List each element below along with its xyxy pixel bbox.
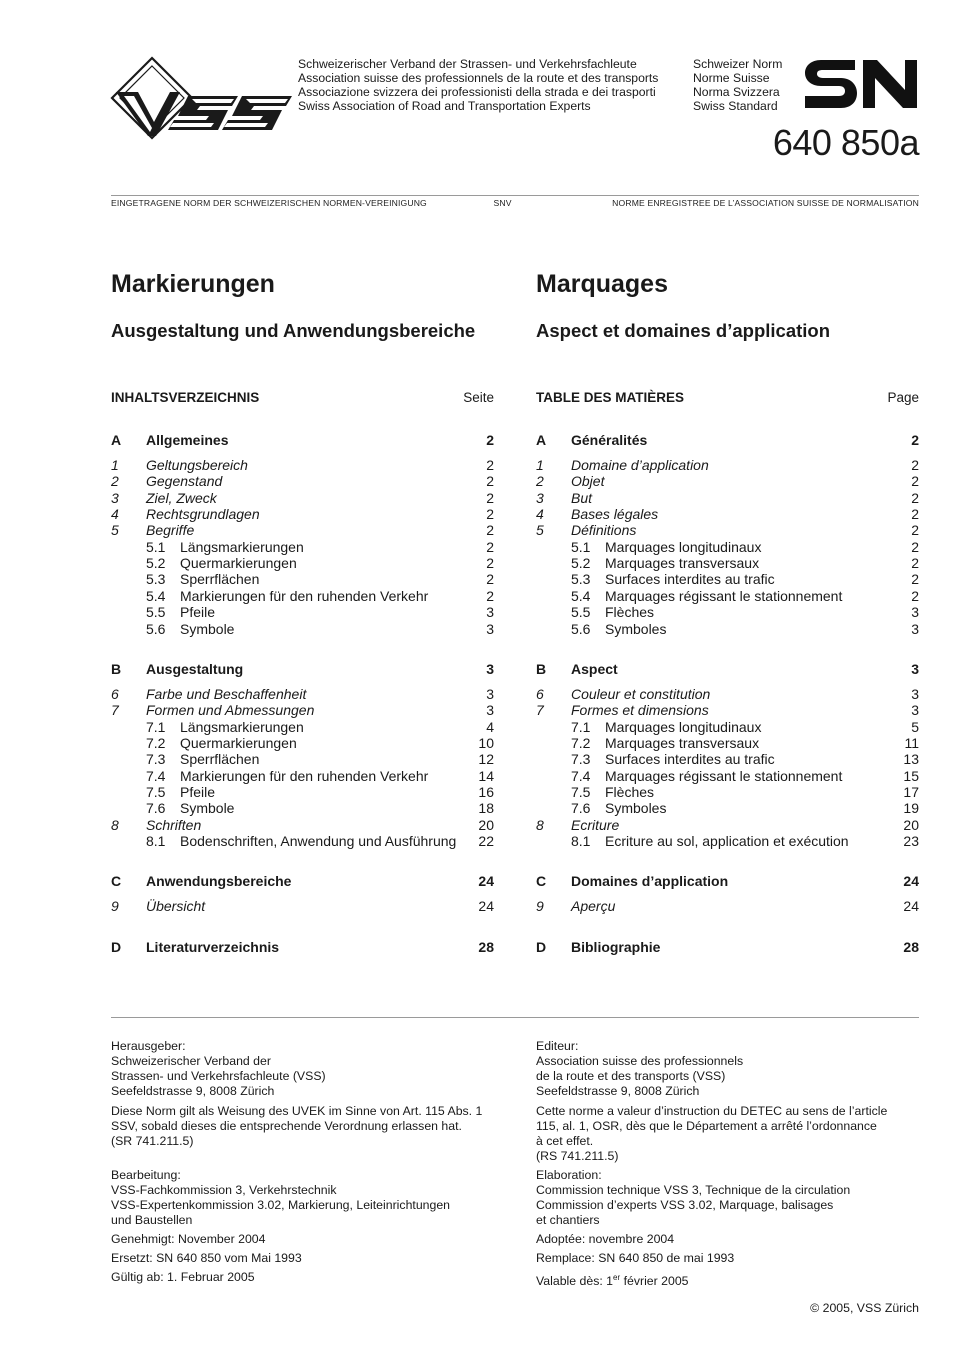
toc-title: Quermarkierungen (180, 555, 297, 572)
toc-number: 7.3 (146, 751, 166, 768)
editing-line-de: VSS-Expertenkommission 3.02, Markierung, Leiteinrichtungen (111, 1198, 451, 1212)
toc-number: 2 (536, 473, 544, 490)
toc-section[interactable] (536, 873, 919, 889)
toc-page-label-de: Seite (463, 390, 494, 405)
toc-title: Gegenstand (146, 473, 223, 490)
toc-subentry[interactable] (536, 784, 919, 800)
toc-entry[interactable] (536, 702, 919, 718)
toc-title: Flèches (605, 604, 655, 621)
toc-entry[interactable] (111, 473, 494, 489)
toc-page-number: 3 (911, 604, 919, 621)
toc-subentry[interactable] (536, 833, 919, 849)
toc-page-number: 2 (911, 489, 919, 506)
toc-title: Marquages régissant le stationnement (605, 587, 843, 604)
toc-number: B (111, 660, 122, 677)
toc-section[interactable] (536, 939, 919, 955)
toc-number: 1 (536, 457, 544, 473)
toc-number: C (536, 873, 547, 890)
toc-page-number: 2 (486, 506, 494, 523)
toc-number: 5.1 (571, 538, 591, 555)
toc-title: Symboles (605, 620, 667, 637)
toc-header-fr (536, 390, 919, 405)
toc-number: 5.4 (146, 587, 166, 604)
toc-title: Marquages longitudinaux (605, 718, 762, 735)
toc-subentry[interactable] (536, 539, 919, 555)
toc-number: 8.1 (571, 833, 591, 849)
editing-line-fr: Commission technique VSS 3, Technique de la circulation (536, 1183, 851, 1197)
toc-section[interactable] (111, 939, 494, 955)
toc-page-number: 3 (911, 685, 919, 702)
directive-line-de: SSV, sobald dieses die entsprechende Verordnung erlassen hat. (111, 1119, 462, 1133)
toc-number: 5.3 (571, 571, 591, 588)
toc-subentry[interactable] (111, 800, 494, 816)
toc-entry[interactable] (111, 506, 494, 522)
toc-number: 5.5 (571, 604, 591, 621)
toc-subentry[interactable] (111, 588, 494, 604)
toc-subentry[interactable] (111, 555, 494, 571)
toc-page-number: 2 (486, 571, 494, 588)
toc-title: Marquages longitudinaux (605, 538, 762, 555)
toc-page-number: 3 (486, 685, 494, 702)
toc-subentry[interactable] (111, 571, 494, 587)
toc-title: Übersicht (146, 898, 206, 915)
toc-page-number: 3 (911, 660, 919, 677)
toc-number: 7.4 (571, 767, 591, 784)
toc-entry[interactable] (111, 490, 494, 506)
toc-entry[interactable] (536, 898, 919, 914)
toc-subentry[interactable] (111, 735, 494, 751)
toc-subentry[interactable] (536, 588, 919, 604)
toc-number: 2 (111, 473, 119, 490)
toc-subentry[interactable] (111, 621, 494, 637)
editing-label-de: Bearbeitung: (111, 1168, 181, 1182)
toc-entry[interactable] (111, 898, 494, 914)
toc-section[interactable] (111, 661, 494, 677)
toc-subentry[interactable] (111, 833, 494, 849)
toc-title: Markierungen für den ruhenden Verkehr (180, 767, 429, 784)
publisher-line-de: Schweizerischer Verband der (111, 1054, 271, 1068)
toc-page-number: 2 (486, 522, 494, 539)
toc-page-number: 3 (486, 604, 494, 621)
footer-de (111, 1039, 494, 1285)
toc-entry[interactable] (536, 522, 919, 538)
toc-page-number: 2 (911, 473, 919, 490)
toc-title: Généralités (571, 432, 648, 448)
toc-page-number: 10 (478, 734, 494, 751)
toc-title: Längsmarkierungen (180, 538, 304, 555)
toc-title: Rechtsgrundlagen (146, 506, 260, 523)
toc-page-number: 28 (478, 938, 494, 955)
toc-title: Farbe und Beschaffenheit (146, 685, 307, 702)
toc-title: Domaine d’application (571, 457, 709, 473)
toc-page-number: 4 (486, 718, 494, 735)
norm-name-de: Schweizer Norm (693, 57, 783, 71)
toc-subentry[interactable] (111, 784, 494, 800)
toc-section[interactable] (111, 432, 494, 448)
toc-title: Markierungen für den ruhenden Verkehr (180, 587, 429, 604)
toc-entry[interactable] (536, 490, 919, 506)
toc-number: 7.1 (571, 718, 591, 735)
toc-page-number: 2 (911, 432, 919, 448)
copyright: © 2005, VSS Zürich (810, 1301, 919, 1315)
toc-number: 8 (536, 816, 544, 833)
toc-page-number: 2 (911, 571, 919, 588)
toc-page-number: 24 (478, 898, 494, 915)
directive-line-fr: 115, al. 1, OSR, dès que le Département a arrêté l’ordonnance (536, 1119, 877, 1133)
toc-entry[interactable] (536, 473, 919, 489)
page-subtitle-de: Ausgestaltung und Anwendungsbereiche (111, 320, 476, 341)
publisher-line-fr: de la route et des transports (VSS) (536, 1069, 726, 1083)
toc-label-fr: TABLE DES MATIÈRES (536, 390, 685, 405)
toc-page-number: 5 (911, 718, 919, 735)
toc-number: 3 (536, 489, 544, 506)
org-name-it: Associazione svizzera dei professionisti della strada e dei trasporti (298, 85, 656, 100)
toc-number: 5 (111, 522, 119, 539)
toc-number: 7.3 (571, 751, 591, 768)
toc-title: Formen und Abmessungen (146, 702, 315, 719)
toc-title: Anwendungsbereiche (146, 873, 292, 890)
toc-title: Ecriture (571, 816, 620, 833)
toc-page-number: 2 (486, 587, 494, 604)
replaces-fr: Remplace: SN 640 850 de mai 1993 (536, 1251, 735, 1265)
valid-from-prefix-fr: Valable dès: 1 (536, 1274, 614, 1289)
toc-subentry[interactable] (111, 768, 494, 784)
toc-entry[interactable] (111, 522, 494, 538)
toc-page-number: 28 (903, 938, 919, 955)
toc-number: 7.2 (571, 734, 591, 751)
toc-page-number: 15 (903, 767, 919, 784)
approved-date-fr: Adoptée: novembre 2004 (536, 1232, 675, 1246)
toc-subentry[interactable] (111, 539, 494, 555)
toc-entry[interactable] (111, 817, 494, 833)
toc-title: Ecriture au sol, application et exécution (605, 833, 849, 849)
toc-page-number: 18 (478, 800, 494, 817)
editing-line-fr: et chantiers (536, 1213, 600, 1227)
directive-line-fr: (RS 741.211.5) (536, 1149, 619, 1163)
publisher-address-fr: Seefeldstrasse 9, 8008 Zürich (536, 1084, 700, 1098)
toc-number: 4 (111, 506, 119, 523)
toc-entry[interactable] (536, 506, 919, 522)
toc-title: Literaturverzeichnis (146, 938, 280, 955)
toc-label-de: INHALTSVERZEICHNIS (111, 390, 260, 405)
toc-page-number: 2 (911, 587, 919, 604)
toc-entry[interactable] (111, 702, 494, 718)
toc-title: Marquages transversaux (605, 555, 760, 572)
toc-title: Begriffe (146, 522, 195, 539)
registration-text-fr: NORME ENREGISTREE DE L’ASSOCIATION SUISSE DE NORMALISATION (612, 198, 919, 208)
toc-page-number: 12 (478, 751, 494, 768)
toc-section[interactable] (111, 873, 494, 889)
toc-page-label-fr: Page (887, 390, 919, 405)
toc-title: Aperçu (571, 898, 616, 915)
toc-number: 5.2 (571, 555, 591, 572)
toc-number: 3 (111, 489, 119, 506)
toc-number: 9 (536, 898, 544, 915)
toc-subentry[interactable] (536, 621, 919, 637)
toc-number: C (111, 873, 122, 890)
standard-number: 640 850a (772, 122, 919, 163)
norm-name-it: Norma Svizzera (693, 85, 780, 100)
toc-number: 7.5 (146, 783, 166, 800)
approved-date-de: Genehmigt: November 2004 (111, 1232, 266, 1246)
toc-subentry[interactable] (111, 604, 494, 620)
toc-number: 1 (111, 457, 119, 473)
toc-section[interactable] (536, 661, 919, 677)
toc-title: Marquages régissant le stationnement (605, 767, 843, 784)
toc-subentry[interactable] (536, 604, 919, 620)
toc-subentry[interactable] (111, 751, 494, 767)
toc-entry[interactable] (111, 686, 494, 702)
directive-line-fr: à cet effet. (536, 1134, 594, 1148)
footer-divider (111, 1017, 919, 1018)
toc-page-number: 2 (911, 538, 919, 555)
page-title-de: Markierungen (111, 270, 275, 298)
toc-title: Ziel, Zweck (146, 489, 217, 506)
toc-number: 8.1 (146, 833, 166, 849)
org-name-fr: Association suisse des professionnels de la route et des transports (298, 71, 659, 86)
toc-title: Formes et dimensions (571, 702, 709, 719)
toc-title: Geltungsbereich (146, 457, 248, 473)
toc-entry[interactable] (536, 817, 919, 833)
toc-title: Surfaces interdites au trafic (605, 751, 775, 768)
toc-number: 7 (111, 702, 119, 719)
toc-number: 9 (111, 898, 119, 915)
toc-title: Bodenschriften, Anwendung und Ausführung (180, 833, 457, 849)
toc-page-number: 3 (911, 702, 919, 719)
editing-label-fr: Elaboration: (536, 1168, 602, 1182)
toc-title: Surfaces interdites au trafic (605, 571, 775, 588)
toc-page-number: 13 (903, 751, 919, 768)
toc-page-number: 23 (903, 833, 919, 849)
toc-title: Bases légales (571, 506, 659, 523)
toc-title: Schriften (146, 816, 202, 833)
footer-fr (536, 1039, 919, 1289)
valid-from-suffix-fr: février 2005 (620, 1274, 689, 1289)
toc-page-number: 24 (903, 873, 919, 890)
toc-page-number: 17 (903, 783, 919, 800)
toc-number: 5.5 (146, 604, 166, 621)
registration-snv: SNV (493, 198, 512, 208)
toc-title: Längsmarkierungen (180, 718, 304, 735)
toc-number: 6 (111, 685, 119, 702)
toc-title: Marquages transversaux (605, 734, 760, 751)
toc-number: 4 (536, 506, 544, 523)
toc-title: Bibliographie (571, 938, 661, 955)
valid-from-sup-fr: er (613, 1273, 621, 1282)
toc-title: Symboles (605, 800, 667, 817)
toc-number: 6 (536, 685, 544, 702)
publisher-label-fr: Editeur: (536, 1039, 579, 1053)
toc-number: B (536, 660, 547, 677)
toc-number: A (536, 432, 547, 448)
valid-from-fr (536, 1270, 919, 1289)
toc-page-number: 11 (904, 734, 919, 751)
directive-line-de: Diese Norm gilt als Weisung des UVEK im Sinne von Art. 115 Abs. 1 (111, 1104, 483, 1118)
toc-title: Flèches (605, 783, 655, 800)
toc-number: 7.4 (146, 767, 166, 784)
toc-title: Couleur et constitution (571, 685, 711, 702)
toc-title: Quermarkierungen (180, 734, 297, 751)
toc-page-number: 14 (478, 767, 494, 784)
toc-title: Domaines d’application (571, 873, 729, 890)
org-name-de: Schweizerischer Verband der Strassen- und Verkehrsfachleute (298, 57, 637, 71)
toc-number: 5 (536, 522, 544, 539)
toc-page-number: 2 (486, 457, 494, 473)
editing-line-de: und Baustellen (111, 1213, 193, 1227)
replaces-de: Ersetzt: SN 640 850 vom Mai 1993 (111, 1251, 302, 1265)
valid-from-de: Gültig ab: 1. Februar 2005 (111, 1270, 255, 1284)
toc-number: 7.5 (571, 783, 591, 800)
toc-number: 7.1 (146, 718, 166, 735)
toc-title: But (571, 489, 593, 506)
toc-page-number: 2 (486, 473, 494, 490)
norm-name-en: Swiss Standard (693, 99, 778, 114)
editing-line-de: VSS-Fachkommission 3, Verkehrstechnik (111, 1183, 337, 1197)
toc-number: 5.2 (146, 555, 166, 572)
toc-subentry[interactable] (536, 571, 919, 587)
toc-number: 7.6 (571, 800, 591, 817)
toc-page-number: 3 (486, 660, 494, 677)
toc-page-number: 2 (911, 457, 919, 473)
toc-title: Ausgestaltung (146, 660, 244, 677)
toc-entry[interactable] (111, 457, 494, 473)
toc-number: 5.1 (146, 538, 166, 555)
toc-title: Pfeile (180, 783, 216, 800)
toc-title: Sperrflächen (180, 751, 260, 768)
toc-number: 5.4 (571, 587, 591, 604)
toc-page-number: 2 (486, 538, 494, 555)
publisher-address-de: Seefeldstrasse 9, 8008 Zürich (111, 1084, 275, 1098)
toc-number: 5.6 (146, 620, 166, 637)
org-name-en: Swiss Association of Road and Transportation Experts (298, 99, 591, 114)
toc-number: 7.6 (146, 800, 166, 817)
toc-subentry[interactable] (536, 555, 919, 571)
toc-page-number: 2 (486, 489, 494, 506)
directive-line-fr: Cette norme a valeur d’instruction du DETEC au sens de l’article (536, 1104, 888, 1118)
toc-page-number: 20 (903, 816, 919, 833)
directive-line-de: (SR 741.211.5) (111, 1134, 194, 1148)
editing-line-fr: Commission d’experts VSS 3.02, Marquage, balisages (536, 1198, 834, 1212)
toc-page-number: 3 (486, 620, 494, 637)
toc-subentry[interactable] (536, 719, 919, 735)
toc-title: Objet (571, 473, 605, 490)
page-subtitle-fr: Aspect et domaines d’application (536, 320, 831, 341)
toc-header-de (111, 390, 494, 405)
toc-number: 8 (111, 816, 119, 833)
toc-page-number: 2 (911, 522, 919, 539)
toc-page-number: 24 (478, 873, 494, 890)
publisher-line-de: Strassen- und Verkehrsfachleute (VSS) (111, 1069, 326, 1083)
toc-number: 7 (536, 702, 544, 719)
toc-title: Aspect (571, 660, 618, 677)
toc-page-number: 2 (911, 555, 919, 572)
registration-text-de: EINGETRAGENE NORM DER SCHWEIZERISCHEN NORMEN-VEREINIGUNG (111, 198, 427, 208)
norm-name-fr: Norme Suisse (693, 71, 770, 86)
toc-page-number: 2 (486, 432, 494, 448)
toc-subentry[interactable] (111, 719, 494, 735)
toc-title: Définitions (571, 522, 637, 539)
page-title-fr: Marquages (536, 270, 668, 298)
toc-page-number: 19 (903, 800, 919, 817)
toc-page-number: 16 (478, 783, 494, 800)
toc-number: 7.2 (146, 734, 166, 751)
toc-page-number: 3 (911, 620, 919, 637)
toc-entry[interactable] (536, 686, 919, 702)
publisher-label-de: Herausgeber: (111, 1039, 186, 1053)
toc-page-number: 24 (903, 898, 919, 915)
toc-entry[interactable] (536, 457, 919, 473)
toc-number: D (111, 938, 122, 955)
toc-section[interactable] (536, 432, 919, 448)
toc-title: Symbole (180, 800, 235, 817)
toc-title: Allgemeines (146, 432, 229, 448)
toc-number: D (536, 938, 547, 955)
toc-page-number: 22 (478, 833, 494, 849)
toc-title: Symbole (180, 620, 235, 637)
toc-subentry[interactable] (536, 751, 919, 767)
toc-subentry[interactable] (536, 800, 919, 816)
toc-number: 5.3 (146, 571, 166, 588)
toc-page-number: 2 (486, 555, 494, 572)
toc-title: Pfeile (180, 604, 216, 621)
toc-title: Sperrflächen (180, 571, 260, 588)
toc-number: A (111, 432, 122, 448)
publisher-line-fr: Association suisse des professionnels (536, 1054, 744, 1068)
toc-page-number: 2 (911, 506, 919, 523)
toc-subentry[interactable] (536, 735, 919, 751)
toc-subentry[interactable] (536, 768, 919, 784)
toc-page-number: 20 (478, 816, 494, 833)
toc-number: 5.6 (571, 620, 591, 637)
toc-page-number: 3 (486, 702, 494, 719)
